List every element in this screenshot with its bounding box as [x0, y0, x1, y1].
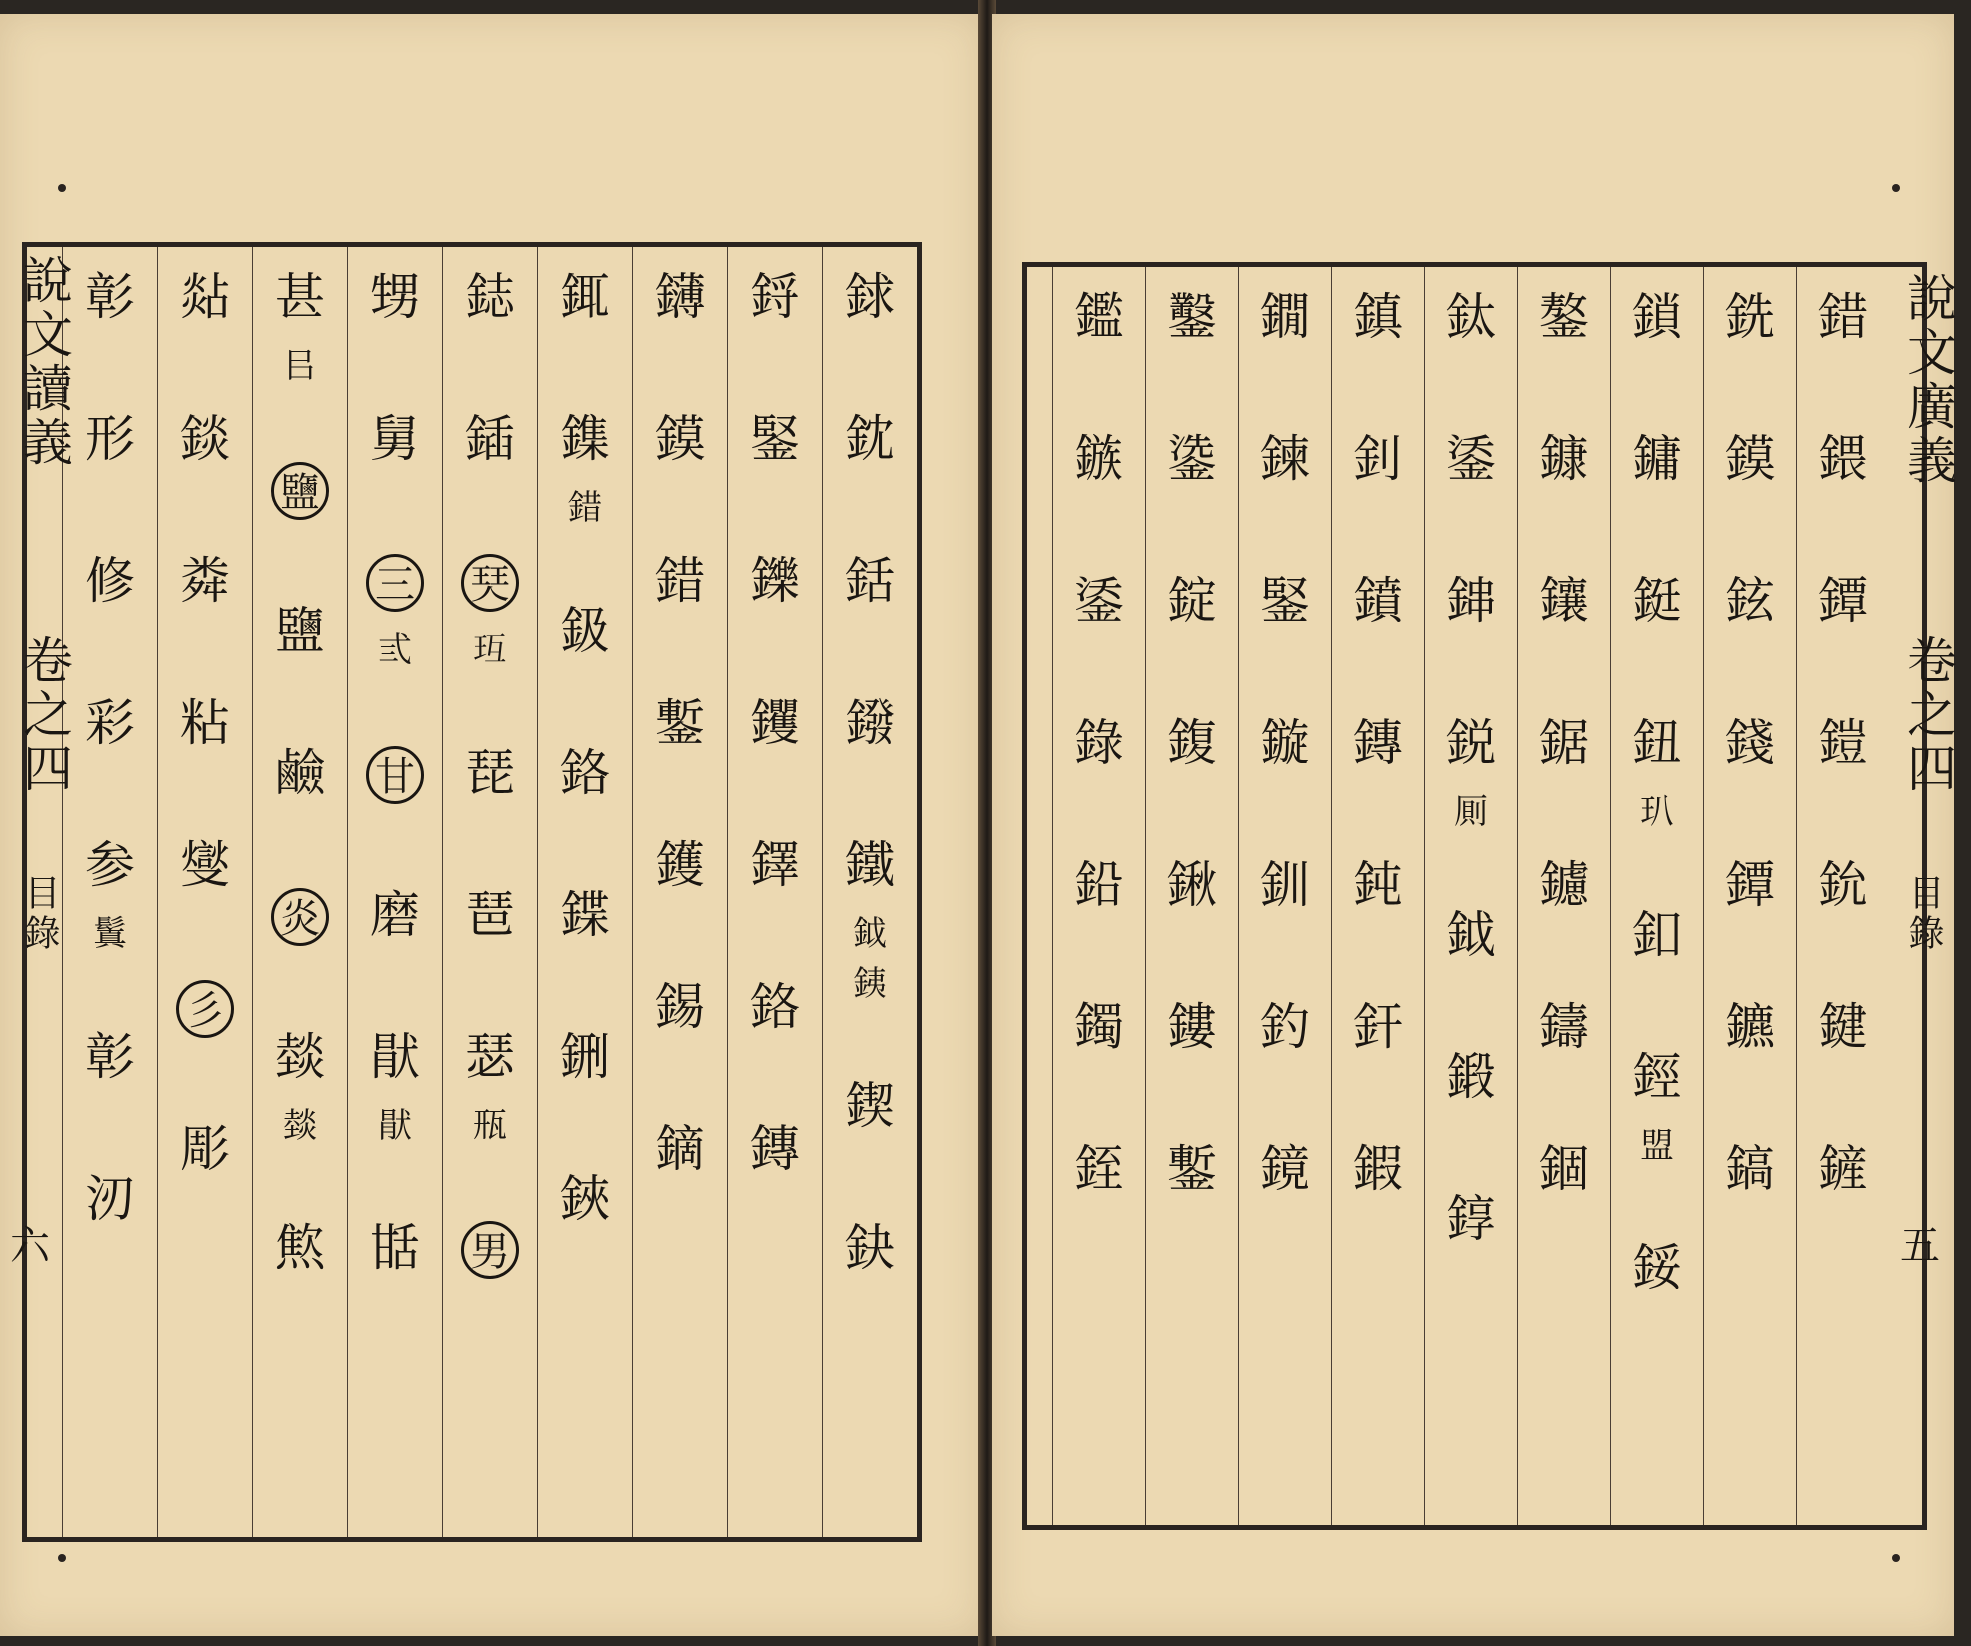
headword-character: 瑟	[465, 1027, 515, 1086]
headword-character: 鎮	[1353, 288, 1403, 346]
headword-character: 舅	[370, 410, 420, 468]
headword-character: 鍱	[560, 885, 610, 944]
headword-character: 鈂	[845, 410, 895, 468]
variant-character: 錯	[568, 488, 602, 529]
headword-character: 鈒	[560, 601, 610, 660]
headword-character: 錯	[655, 552, 705, 610]
headword-character: 鋸	[1539, 714, 1589, 772]
headword-character: 鈕	[1632, 714, 1682, 772]
headword-character: 錢	[1725, 714, 1775, 772]
headword-character: 鋻	[750, 410, 800, 468]
headword-character: 鉶	[560, 1027, 610, 1086]
headword-character: 鏟	[1818, 1140, 1868, 1198]
left-column-3	[632, 247, 727, 1537]
headword-character: 钁	[750, 694, 800, 752]
headword-character: 鈌	[845, 1219, 895, 1278]
headword-character: 鍵	[1818, 998, 1868, 1056]
headword-character: 琶	[465, 885, 515, 944]
headword-character: 鐗	[1260, 288, 1310, 346]
headword-character: 錄	[1074, 714, 1124, 772]
left-column-8	[157, 247, 252, 1537]
headword-character: 鏤	[1167, 998, 1217, 1056]
variant-character: 弎	[378, 630, 412, 671]
headword-character: 鏇	[1260, 714, 1310, 772]
headword-character: 鉉	[1725, 572, 1775, 630]
binding-hole	[1892, 184, 1900, 192]
left-margin-title: 說文讀義	[15, 254, 73, 470]
headword-character: 鋏	[560, 1169, 610, 1228]
headword-character: 燞	[275, 1219, 325, 1278]
left-column-1	[822, 247, 917, 1537]
right-column-8	[1145, 267, 1238, 1525]
headword-character: 鎧	[1818, 714, 1868, 772]
headword-character: 鐲	[1074, 998, 1124, 1056]
headword-character: 鑠	[750, 552, 800, 610]
headword-character: 彩	[85, 694, 135, 752]
left-text-block	[62, 247, 917, 1537]
headword-character: 鑊	[655, 836, 705, 894]
right-margin-section: 目錄	[1903, 874, 1944, 954]
headword-character: 粘	[180, 694, 230, 752]
headword-character: 鑄	[1539, 998, 1589, 1056]
headword-character: 鋛	[1446, 572, 1496, 630]
variant-character: 𤤈	[473, 630, 507, 671]
circled-glyph: 鹽	[271, 462, 329, 520]
headword-character: 鑮	[655, 268, 705, 326]
headword-character: 錞	[1446, 1189, 1496, 1248]
right-column-4	[1517, 267, 1610, 1525]
headword-character: 鑣	[1725, 998, 1775, 1056]
circled-glyph: 珡	[461, 554, 519, 612]
radical-circled-character	[253, 887, 347, 946]
headword-character: 彫	[180, 1120, 230, 1178]
variant-character: 玐	[1640, 792, 1674, 833]
radical-circled-character	[443, 553, 537, 612]
headword-character: 彰	[85, 1027, 135, 1086]
radical-circled-character	[158, 979, 252, 1038]
headword-character: 釬	[1353, 998, 1403, 1056]
headword-character: 鋖	[1632, 1239, 1682, 1298]
variant-character: 厠	[1454, 792, 1488, 833]
headword-character: 鏨	[655, 694, 705, 752]
headword-character: 鎖	[1632, 288, 1682, 346]
left-column-2	[727, 247, 822, 1537]
headword-character: 磨	[370, 885, 420, 944]
headword-character: 銍	[1074, 1140, 1124, 1198]
headword-character: 錫	[655, 978, 705, 1036]
headword-character: 鋈	[1446, 430, 1496, 488]
right-column-2	[1703, 267, 1796, 1525]
headword-character: 鏌	[1725, 430, 1775, 488]
variant-character: 燅	[283, 1105, 317, 1146]
headword-character: 鋌	[1632, 572, 1682, 630]
variant-character: 鬒	[93, 914, 127, 955]
circled-glyph: 炎	[271, 888, 329, 946]
left-column-6	[347, 247, 442, 1537]
right-margin-volume: 卷之四	[1899, 634, 1957, 796]
variant-character: 鉞	[853, 914, 887, 955]
left-column-5	[442, 247, 537, 1537]
headword-character: 鍛	[1446, 1047, 1496, 1106]
headword-character: 錠	[1167, 572, 1217, 630]
headword-character: 鋻	[1260, 572, 1310, 630]
headword-character: 鈍	[1353, 856, 1403, 914]
right-column-7	[1238, 267, 1331, 1525]
headword-character: 鋞	[1632, 1047, 1682, 1106]
radical-circled-character	[348, 745, 442, 804]
right-page	[992, 14, 1957, 1636]
circled-glyph: 三	[366, 554, 424, 612]
headword-character: 鑲	[1539, 572, 1589, 630]
variant-character: 盟	[1640, 1125, 1674, 1166]
headword-character: 鏡	[1260, 1140, 1310, 1198]
headword-character: 鎬	[1725, 1140, 1775, 1198]
headword-character: 銑	[1725, 288, 1775, 346]
right-column-6	[1331, 267, 1424, 1525]
headword-character: 甥	[370, 268, 420, 326]
headword-character: 鑢	[1539, 856, 1589, 914]
headword-character: 鏺	[845, 694, 895, 752]
headword-character: 鐼	[1353, 572, 1403, 630]
binding-hole	[1892, 1554, 1900, 1562]
left-column-7	[252, 247, 347, 1537]
radical-circled-character	[348, 553, 442, 612]
headword-character: 鈗	[1818, 856, 1868, 914]
headword-character: 煔	[180, 268, 230, 326]
circled-glyph: 男	[461, 1221, 519, 1279]
variant-character: 猒	[378, 1105, 412, 1146]
headword-character: 鐸	[750, 836, 800, 894]
right-page-number: 五	[1900, 1223, 1940, 1269]
headword-character: 鉛	[1074, 856, 1124, 914]
binding-hole	[58, 184, 66, 192]
headword-character: 修	[85, 552, 135, 610]
headword-character: 鐔	[1725, 856, 1775, 914]
right-text-block	[1052, 267, 1890, 1525]
headword-character: 鋈	[1074, 572, 1124, 630]
headword-character: 鋕	[465, 268, 515, 326]
variant-character: 銕	[853, 963, 887, 1004]
headword-character: 鍜	[1353, 1140, 1403, 1198]
headword-character: 鍌	[1167, 430, 1217, 488]
binding-hole	[58, 1554, 66, 1562]
variant-character: 㼛	[473, 1105, 507, 1146]
headword-character: 鏄	[750, 1120, 800, 1178]
headword-character: 釧	[1260, 856, 1310, 914]
headword-character: 鏞	[1632, 430, 1682, 488]
right-margin-title: 說文廣義	[1899, 272, 1957, 488]
headword-character: 鍥	[845, 1077, 895, 1136]
right-column-5	[1424, 267, 1517, 1525]
headword-character: 鉞	[1446, 905, 1496, 964]
headword-character: 参	[85, 836, 135, 894]
headword-character: 鏊	[1539, 288, 1589, 346]
left-margin-section: 目錄	[19, 874, 60, 954]
headword-character: 鹼	[275, 743, 325, 802]
headword-character: 鍊	[1260, 430, 1310, 488]
headword-character: 釗	[1353, 430, 1403, 488]
headword-character: 鋝	[750, 268, 800, 326]
headword-character: 鐵	[845, 836, 895, 894]
headword-character: 鍤	[465, 410, 515, 468]
headword-character: 燅	[275, 1027, 325, 1086]
headword-character: 銶	[845, 268, 895, 326]
headword-character: 琵	[465, 743, 515, 802]
headword-character: 鏑	[655, 1120, 705, 1178]
right-column-9	[1052, 267, 1145, 1525]
headword-character: 猒	[370, 1027, 420, 1086]
headword-character: 鍑	[1167, 714, 1217, 772]
headword-character: 鑿	[1167, 288, 1217, 346]
radical-circled-character	[253, 461, 347, 520]
headword-character: 鑑	[1074, 288, 1124, 346]
headword-character: 釦	[1632, 905, 1682, 964]
headword-character: 鍬	[1167, 856, 1217, 914]
headword-character: 鏶	[560, 410, 610, 468]
headword-character: 錟	[180, 410, 230, 468]
radical-circled-character	[443, 1220, 537, 1279]
headword-character: 粦	[180, 552, 230, 610]
right-column-1	[1796, 267, 1889, 1525]
headword-character: 鐔	[1818, 572, 1868, 630]
headword-character: 鏨	[1167, 1140, 1217, 1198]
left-column-4	[537, 247, 632, 1537]
headword-character: 甛	[370, 1219, 420, 1278]
headword-character: 鏮	[1539, 430, 1589, 488]
left-page-number: 六	[10, 1223, 50, 1269]
headword-character: 銸	[560, 268, 610, 326]
headword-character: 鋭	[1446, 714, 1496, 772]
circled-glyph: 彡	[176, 980, 234, 1038]
headword-character: 鏌	[655, 410, 705, 468]
headword-character: 銛	[845, 552, 895, 610]
headword-character: 㲽	[85, 1169, 135, 1228]
headword-character: 鉻	[750, 978, 800, 1036]
headword-character: 鏄	[1353, 714, 1403, 772]
headword-character: 甚	[275, 268, 325, 326]
headword-character: 釣	[1260, 998, 1310, 1056]
headword-character: 鏃	[1074, 430, 1124, 488]
variant-character: 㠯	[283, 346, 317, 387]
headword-character: 形	[85, 410, 135, 468]
right-column-3	[1610, 267, 1703, 1525]
headword-character: 燮	[180, 836, 230, 894]
left-page	[0, 14, 982, 1636]
headword-character: 鈦	[1446, 288, 1496, 346]
circled-glyph: 甘	[366, 746, 424, 804]
headword-character: 錮	[1539, 1140, 1589, 1198]
headword-character: 錯	[1818, 288, 1868, 346]
headword-character: 鉻	[560, 743, 610, 802]
headword-character: 彰	[85, 268, 135, 326]
headword-character: 鍡	[1818, 430, 1868, 488]
left-margin-volume: 卷之四	[15, 634, 73, 796]
headword-character: 鹽	[275, 601, 325, 660]
